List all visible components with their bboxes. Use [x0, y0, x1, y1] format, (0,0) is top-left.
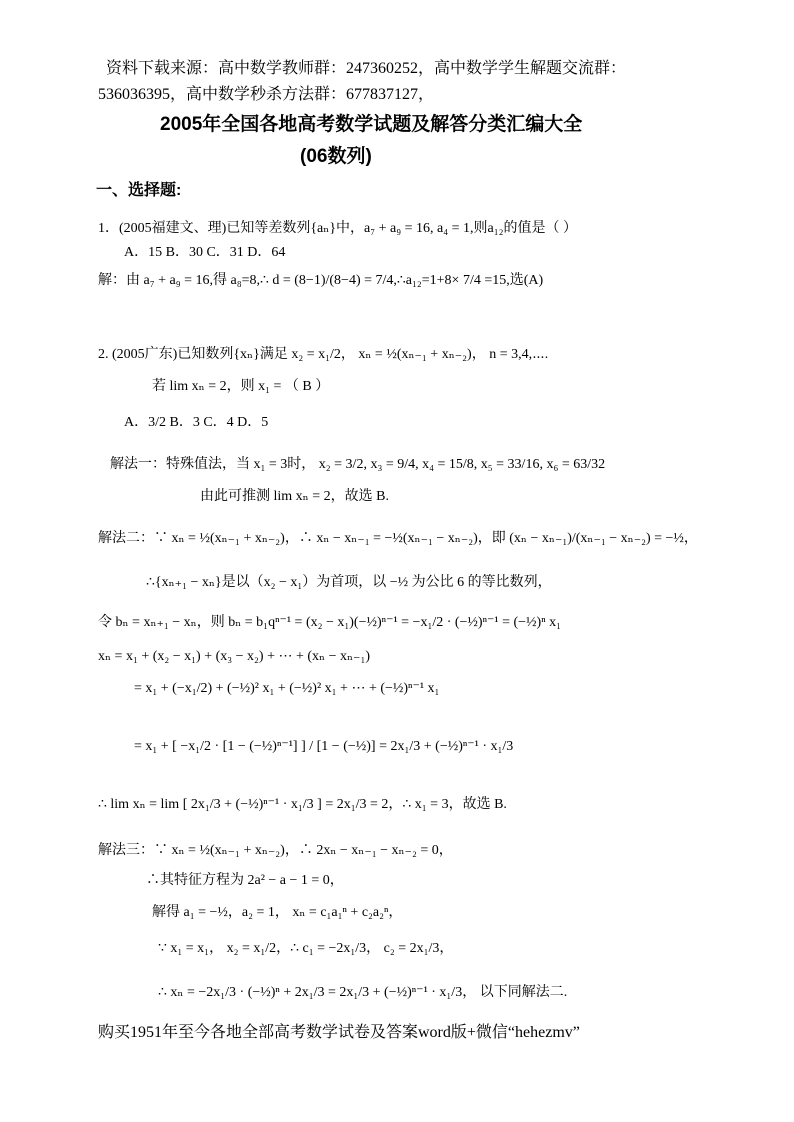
footer-ad: 购买1951年至今各地全部高考数学试卷及答案word版+微信“hehezmv”: [98, 1024, 580, 1041]
page-subtitle: (06数列): [300, 146, 372, 167]
q2-method2-line7: ∴ lim xₙ = lim [ 2x₁/3 + (−½)ⁿ⁻¹ · x₁/3 ] = 2x₁/3 = 2，∴ x₁ = 3，故选 B.: [98, 797, 507, 812]
header-line-1: 资料下载来源：高中数学教师群：247360252，高中数学学生解题交流群：: [106, 60, 627, 77]
section-heading: 一、选择题:: [96, 182, 182, 199]
q2-method1-line2: 由此可推测 lim xₙ = 2，故选 B.: [200, 489, 389, 504]
q2-method3-line3: 解得 a₁ = −½，a₂ = 1， xₙ = c₁a₁ⁿ + c₂a₂ⁿ，: [152, 905, 403, 920]
q1-solution: 解：由 a₇ + a₉ = 16,得 a₈=8,∴ d = (8−1)/(8−4) = 7/4,∴a₁₂=1+8× 7/4 =15,选(A): [98, 273, 544, 288]
q2-method2-line3: 令 bₙ = xₙ₊₁ − xₙ，则 bₙ = b₁qⁿ⁻¹ = (x₂ − x₁)(−½)ⁿ⁻¹ = −x₁/2 · (−½)ⁿ⁻¹ = (−½)ⁿ x₁: [98, 615, 561, 630]
q2-method3-line1: 解法三：∵ xₙ = ½(xₙ₋₁ + xₙ₋₂)，∴ 2xₙ − xₙ₋₁ − xₙ₋₂ = 0，: [98, 843, 453, 858]
q2-method2-line6: = x₁ + [ −x₁/2 · [1 − (−½)ⁿ⁻¹] ] / [1 − (−½)] = 2x₁/3 + (−½)ⁿ⁻¹ · x₁/3: [134, 739, 514, 754]
q2-method2-line2: ∴{xₙ₊₁ − xₙ}是以（x₂ − x₁）为首项，以 −½ 为公比 6 的等比数列，: [146, 575, 552, 590]
q2-method1-line1: 解法一：特殊值法，当 x₁ = 3时， x₂ = 3/2, x₃ = 9/4, x₄ = 15/8, x₅ = 33/16, x₆ = 63/32: [110, 457, 606, 472]
q2-method3-line4: ∵ x₁ = x₁， x₂ = x₁/2，∴ c₁ = −2x₁/3， c₂ = 2x₁/3，: [158, 941, 454, 956]
q1-options: A．15 B．30 C．31 D．64: [124, 245, 286, 260]
q1-stem: 1．(2005福建文、理)已知等差数列{aₙ}中，a₇ + a₉ = 16, a₄ = 1,则a₁₂的值是（ ）: [98, 221, 577, 236]
q2-method3-line2: ∴其特征方程为 2a² − a − 1 = 0，: [146, 873, 344, 888]
header-line-2: 536036395，高中数学秒杀方法群：677837127，: [98, 86, 435, 103]
q2-stem: 2. (2005广东)已知数列{xₙ}满足 x₂ = x₁/2， xₙ = ½(xₙ₋₁ + xₙ₋₂)， n = 3,4,⋯.: [98, 347, 549, 362]
q2-method2-line1: 解法二：∵ xₙ = ½(xₙ₋₁ + xₙ₋₂)，∴ xₙ − xₙ₋₁ = −½(xₙ₋₁ − xₙ₋₂)，即 (xₙ − xₙ₋₁)/(xₙ₋₁ − xₙ₋₂) = −½，: [98, 531, 698, 546]
q2-options: A．3/2 B．3 C．4 D．5: [124, 415, 269, 430]
q2-method2-line5: = x₁ + (−x₁/2) + (−½)² x₁ + (−½)² x₁ + ⋯ + (−½)ⁿ⁻¹ x₁: [134, 681, 440, 696]
q2-condition: 若 lim xₙ = 2，则 x₁ = （ B ）: [152, 379, 330, 394]
q2-method3-line5: ∴ xₙ = −2x₁/3 · (−½)ⁿ + 2x₁/3 = 2x₁/3 + (−½)ⁿ⁻¹ · x₁/3， 以下同解法二.: [158, 985, 568, 1000]
q2-method2-line4: xₙ = x₁ + (x₂ − x₁) + (x₃ − x₂) + ⋯ + (xₙ − xₙ₋₁): [98, 649, 370, 664]
page-title: 2005年全国各地高考数学试题及解答分类汇编大全: [160, 114, 583, 135]
